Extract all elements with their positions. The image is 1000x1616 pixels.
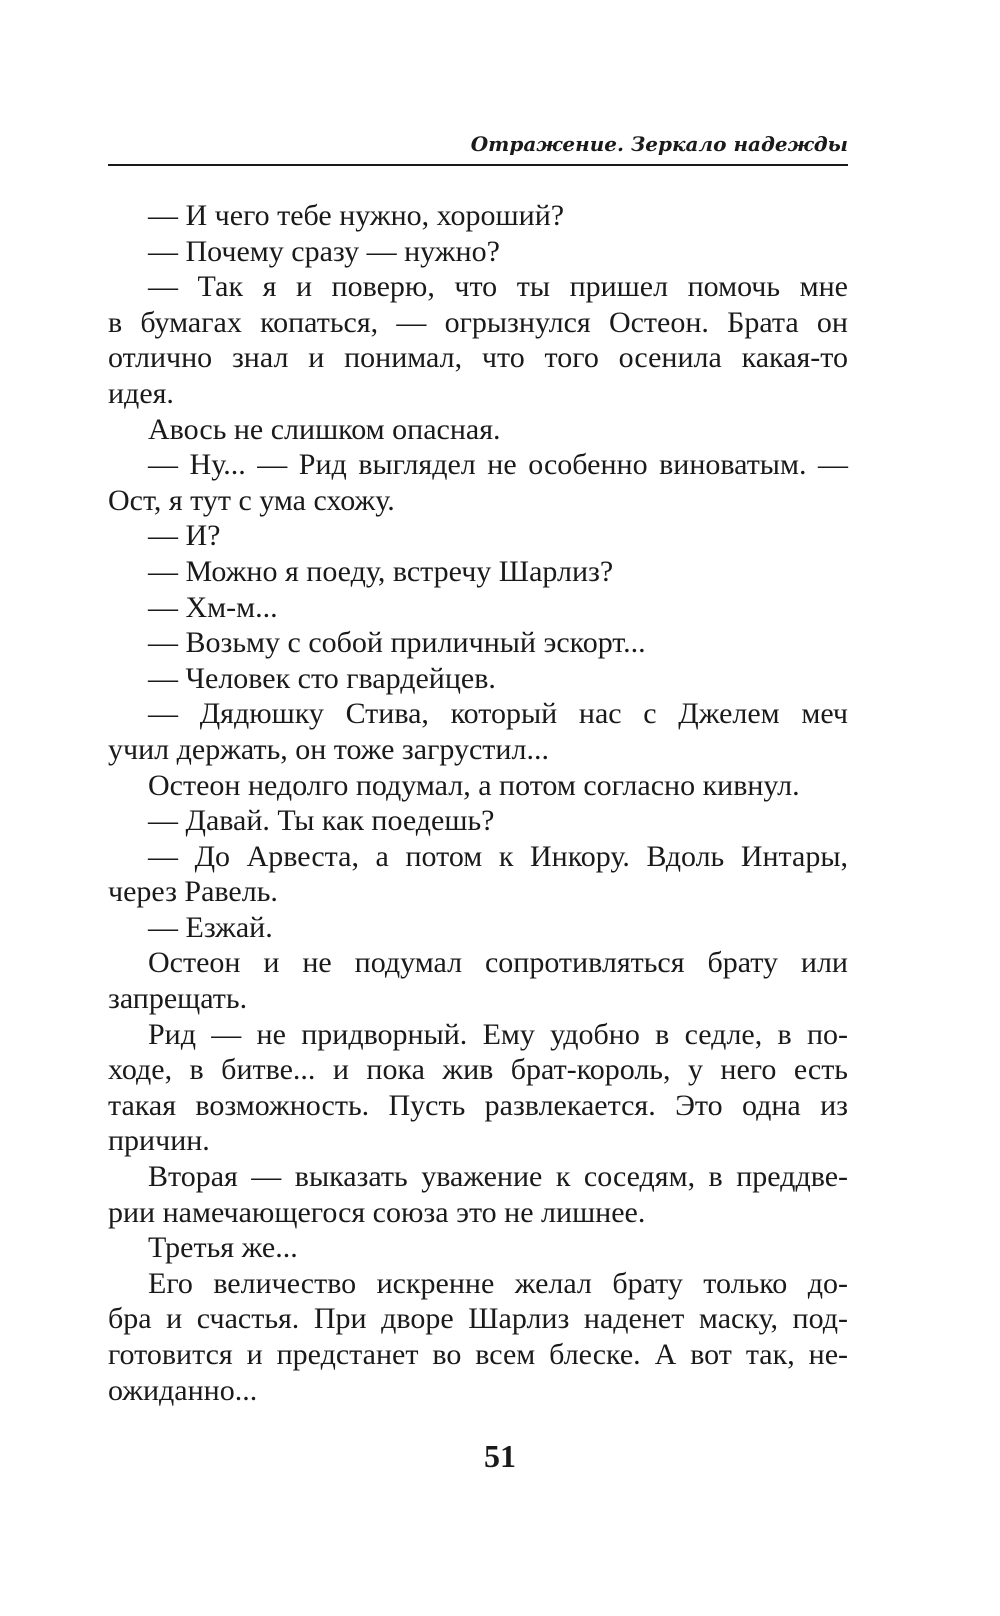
text-line: рии намечающегося союза это не лишнее. bbox=[108, 1195, 646, 1229]
text-line: бра и счастья. При дворе Шарлиз наденет маску, под- bbox=[108, 1302, 848, 1336]
text-line: запрещать. bbox=[108, 982, 248, 1016]
text-line: через Равель. bbox=[108, 875, 278, 909]
text-line: Его величество искренне желал брату только до- bbox=[148, 1266, 848, 1300]
running-title: Отражение. Зеркало надежды bbox=[470, 132, 848, 156]
text-line: — Возьму с собой приличный эскорт... bbox=[148, 626, 646, 660]
text-line: — До Арвеста, а потом к Инкору. Вдоль Интары, bbox=[148, 839, 848, 873]
text-line: ходе, в битве... и пока жив брат-король, у него есть bbox=[108, 1053, 848, 1087]
text-line: учил держать, он тоже загрустил... bbox=[108, 732, 549, 766]
text-line: — Езжай. bbox=[148, 910, 273, 944]
text-line: — И? bbox=[148, 519, 221, 553]
text-line: такая возможность. Пусть развлекается. Это одна из bbox=[108, 1088, 848, 1122]
text-line: идея. bbox=[108, 376, 174, 410]
text-line: Третья же... bbox=[148, 1231, 298, 1265]
text-line: — Дядюшку Стива, который нас с Джелем меч bbox=[148, 697, 848, 731]
running-header bbox=[108, 128, 848, 166]
body-text bbox=[108, 198, 848, 1408]
text-line: Ост, я тут с ума схожу. bbox=[108, 483, 395, 517]
text-line: — Так я и поверю, что ты пришел помочь мне bbox=[148, 270, 848, 304]
text-line: — Почему сразу — нужно? bbox=[148, 234, 500, 268]
text-line: причин. bbox=[108, 1124, 210, 1158]
page-number: 51 bbox=[484, 1438, 516, 1474]
text-line: Вторая — выказать уважение к соседям, в преддве- bbox=[148, 1160, 848, 1194]
text-line: Авось не слишком опасная. bbox=[148, 412, 501, 446]
text-line: Остеон недолго подумал, а потом согласно кивнул. bbox=[148, 768, 800, 802]
text-line: — Человек сто гвардейцев. bbox=[148, 661, 496, 695]
text-line: — Хм-м... bbox=[148, 590, 278, 624]
text-line: в бумагах копаться, — огрызнулся Остеон. Брата он bbox=[108, 305, 848, 339]
text-line: Рид — не придворный. Ему удобно в седле, в по- bbox=[148, 1017, 848, 1051]
text-line: — Можно я поеду, встречу Шарлиз? bbox=[148, 554, 614, 588]
text-line: — И чего тебе нужно, хороший? bbox=[148, 199, 565, 232]
text-line: — Ну... — Рид выглядел не особенно виноватым. — bbox=[148, 448, 848, 482]
text-line: готовится и предстанет во всем блеске. А вот так, не- bbox=[108, 1338, 848, 1371]
text-line: отлично знал и понимал, что того осенила какая-то bbox=[108, 341, 848, 375]
text-line: Остеон и не подумал сопротивляться брату или bbox=[148, 946, 848, 980]
text-line: — Давай. Ты как поедешь? bbox=[148, 804, 495, 838]
text-line: ожиданно... bbox=[108, 1373, 258, 1407]
